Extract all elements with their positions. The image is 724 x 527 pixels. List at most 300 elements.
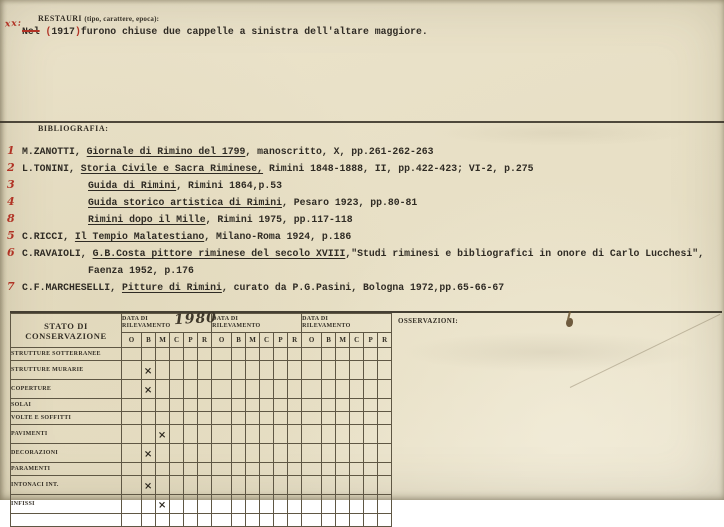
status-cell [170,412,184,425]
status-cell [322,476,336,495]
status-cell [288,514,302,527]
entry-author: C.RICCI, [22,231,75,242]
status-cell [336,361,350,380]
status-cell [302,463,322,476]
entry-author: M.ZANOTTI, [22,146,87,157]
status-cell [246,348,260,361]
status-cell [212,399,232,412]
status-cell [232,514,246,527]
x-mark: × [143,384,154,397]
subcolumn-header-O: O [302,333,322,348]
subcolumn-header-R: R [198,333,212,348]
status-cell [246,380,260,399]
status-cell [198,444,212,463]
entry-title-underlined: Rimini dopo il Mille [88,214,206,225]
status-cell [156,361,170,380]
status-cell [288,425,302,444]
status-cell [212,495,232,514]
status-cell [156,476,170,495]
status-cell [288,476,302,495]
entry-author: C.RAVAIOLI, [22,248,93,259]
status-cell [142,399,156,412]
status-cell [232,425,246,444]
status-cell [302,361,322,380]
status-cell [184,444,198,463]
status-cell [246,495,260,514]
entry-detail: , Rimini 1864,p.53 [176,180,283,191]
entry-text [22,163,534,174]
status-cell [322,425,336,444]
status-cell [142,348,156,361]
row-label: SOLAI [11,399,122,412]
x-mark: × [143,480,154,493]
status-cell [156,399,170,412]
status-cell [122,380,142,399]
status-cell [184,476,198,495]
red-paren-open: ( [45,26,52,37]
status-cell [184,495,198,514]
osservazioni-heading: OSSERVAZIONI: [398,317,459,325]
status-cell [212,425,232,444]
subcolumn-header-C: C [350,333,364,348]
entry-number-handwritten: 7 [7,280,15,293]
x-mark: × [143,365,154,378]
status-cell [378,463,392,476]
status-cell [232,361,246,380]
status-cell [142,444,156,463]
bleedthrough-stain [400,332,700,372]
status-cell [212,361,232,380]
status-cell [378,514,392,527]
status-cell [288,361,302,380]
x-mark: × [157,429,168,442]
status-cell [260,399,274,412]
table-row [11,412,392,425]
status-cell [322,380,336,399]
entry-detail: , Milano-Roma 1924, p.186 [204,231,352,242]
status-cell [212,348,232,361]
status-cell [156,412,170,425]
status-cell [260,463,274,476]
restauri-label-detail: (tipo, carattere, epoca): [84,15,160,23]
table-row [11,514,392,527]
status-cell [232,495,246,514]
row-label: STRUTTURE MURARIE [11,361,122,380]
status-cell [274,463,288,476]
status-cell [322,444,336,463]
status-cell [156,463,170,476]
status-cell [170,361,184,380]
subcolumn-header-C: C [170,333,184,348]
status-cell [212,514,232,527]
status-cell [302,495,322,514]
status-cell [198,463,212,476]
bibliography-entry [0,163,724,176]
status-cell [288,463,302,476]
status-cell [212,380,232,399]
entry-detail: Rimini 1848-1888, II, pp.422-423; VI-2, p.275 [263,163,534,174]
bibliography-entry [0,214,724,227]
entry-title-underlined: Pitture di Rimini [121,282,222,293]
status-cell [198,476,212,495]
status-cell [170,514,184,527]
status-cell [246,399,260,412]
status-cell [378,380,392,399]
status-cell [170,348,184,361]
status-cell [350,495,364,514]
row-label: PAVIMENTI [11,425,122,444]
entry-text [88,197,417,208]
subcolumn-header-R: R [288,333,302,348]
status-cell [232,348,246,361]
status-cell [350,463,364,476]
status-cell [288,444,302,463]
entry-text [22,282,504,293]
status-cell [322,361,336,380]
status-cell [122,495,142,514]
status-cell [364,348,378,361]
status-cell [246,412,260,425]
status-cell [274,495,288,514]
status-cell [122,463,142,476]
status-cell [156,425,170,444]
status-cell [274,348,288,361]
status-cell [260,495,274,514]
status-cell [322,463,336,476]
entry-number-handwritten: 3 [7,178,15,191]
bibliography-entry [0,197,724,210]
status-cell [302,444,322,463]
status-cell [260,514,274,527]
entry-number-handwritten: 4 [7,195,15,208]
bibliography-entry [0,231,724,244]
status-cell [288,495,302,514]
entry-author: C.F.MARCHESELLI, [22,282,122,293]
status-cell [142,514,156,527]
entry-title-underlined: Guida di Rimini [88,180,177,191]
x-mark: × [157,499,168,512]
status-cell [170,495,184,514]
status-cell [156,380,170,399]
status-cell [350,444,364,463]
status-cell [260,444,274,463]
status-cell [350,412,364,425]
status-cell [184,463,198,476]
bibliografia-heading: BIBLIOGRAFIA: [38,124,109,133]
status-cell [302,399,322,412]
status-cell [274,361,288,380]
entry-detail: ,"Studi riminesi e bibliografici in onore di Carlo Lucchesi", [345,248,704,259]
status-cell [302,348,322,361]
status-cell [184,412,198,425]
status-cell [336,380,350,399]
status-cell [232,463,246,476]
entry-text [88,180,282,191]
status-cell [378,444,392,463]
status-cell [142,495,156,514]
status-cell [378,361,392,380]
row-label: COPERTURE [11,380,122,399]
status-cell [336,463,350,476]
status-cell [246,514,260,527]
bibliography-entry [0,180,724,193]
handwritten-survey-year: 1980 [173,309,218,329]
row-label: INTONACI INT. [11,476,122,495]
status-cell [260,361,274,380]
status-cell [350,399,364,412]
status-cell [350,514,364,527]
status-cell [274,476,288,495]
struck-word: Nel [22,26,40,37]
status-cell [212,412,232,425]
status-cell [198,514,212,527]
status-cell [170,380,184,399]
status-cell [232,380,246,399]
status-cell [364,399,378,412]
status-cell [170,425,184,444]
ink-blot-stain [566,318,573,327]
entry-text [88,214,353,225]
survey-date-label: DATA DI RILEVAMENTO [122,315,171,329]
status-cell [378,348,392,361]
row-label: PARAMENTI [11,463,122,476]
status-cell [364,476,378,495]
status-cell [378,425,392,444]
status-cell [322,495,336,514]
status-cell [336,399,350,412]
status-cell [302,476,322,495]
status-cell [336,476,350,495]
status-cell [350,348,364,361]
status-cell [302,514,322,527]
status-cell [246,463,260,476]
status-cell [198,425,212,444]
status-cell [336,348,350,361]
status-cell [364,412,378,425]
status-cell [364,514,378,527]
status-cell [322,348,336,361]
status-cell [336,425,350,444]
entry-continuation-line: Faenza 1952, p.176 [88,265,194,276]
status-cell [232,399,246,412]
survey-date-label: DATA DI RILEVAMENTO [302,315,351,329]
row-label: STRUTTURE SOTTERRANEE [11,348,122,361]
status-cell [122,361,142,380]
entry-text [22,231,351,242]
status-cell [122,399,142,412]
status-cell [274,380,288,399]
status-cell [122,476,142,495]
subcolumn-header-P: P [184,333,198,348]
restauri-label-main: RESTAURI [38,14,82,23]
status-cell [274,444,288,463]
status-cell [184,361,198,380]
survey-date-group-3 [302,314,392,333]
status-cell [336,412,350,425]
entry-detail: , Rimini 1975, pp.117-118 [205,214,353,225]
survey-date-group-2 [212,314,302,333]
restoration-sentence: furono chiuse due cappelle a sinistra dell'altare maggiore. [80,26,428,37]
status-cell [142,425,156,444]
status-cell [322,399,336,412]
status-cell [246,361,260,380]
status-cell [246,444,260,463]
status-cell [350,361,364,380]
table-row [11,463,392,476]
status-cell [274,412,288,425]
entry-number-handwritten: 8 [7,212,15,225]
status-cell [198,380,212,399]
status-cell [260,412,274,425]
status-cell [232,444,246,463]
entry-title-underlined: Giornale di Rimino del 1799 [86,146,246,157]
subcolumn-header-B: B [232,333,246,348]
entry-detail: , manoscritto, X, pp.261-262-263 [245,146,434,157]
status-cell [212,476,232,495]
status-cell [142,412,156,425]
row-label [11,514,122,527]
status-cell [142,476,156,495]
subcolumn-header-B: B [322,333,336,348]
status-cell [302,425,322,444]
table-row [11,380,392,399]
status-cell [122,444,142,463]
status-cell [212,444,232,463]
status-cell [198,412,212,425]
status-cell [212,463,232,476]
subcolumn-header-P: P [364,333,378,348]
table-row [11,444,392,463]
status-cell [156,444,170,463]
entry-detail: , Pesaro 1923, pp.80-81 [282,197,418,208]
status-cell [156,514,170,527]
red-margin-annotation: xx: [4,18,23,30]
status-cell [198,361,212,380]
subcolumn-header-M: M [156,333,170,348]
status-cell [364,361,378,380]
table-row [11,476,392,495]
status-cell [184,514,198,527]
subcolumn-header-C: C [260,333,274,348]
status-cell [336,495,350,514]
status-cell [198,399,212,412]
restauri-section-label [38,14,159,23]
status-cell [378,495,392,514]
entry-number-handwritten: 1 [7,144,15,157]
status-cell [336,444,350,463]
table-row [11,361,392,380]
status-cell [142,463,156,476]
status-cell [302,412,322,425]
status-cell [288,380,302,399]
status-cell [350,425,364,444]
status-cell [260,425,274,444]
status-cell [350,476,364,495]
bleedthrough-stain [430,120,690,146]
status-cell [336,514,350,527]
subcolumn-header-R: R [378,333,392,348]
status-cell [198,348,212,361]
status-cell [350,380,364,399]
status-cell [122,425,142,444]
status-cell [322,412,336,425]
entry-title-underlined: Storia Civile e Sacra Riminese, [80,163,264,174]
status-cell [274,514,288,527]
bibliography-entry [0,146,724,159]
status-cell [122,348,142,361]
status-cell [184,425,198,444]
status-cell [364,444,378,463]
subcolumn-header-M: M [336,333,350,348]
entry-title-underlined: Guida storico artistica di Rimini [88,197,283,208]
status-cell [156,348,170,361]
subcolumn-header-O: O [122,333,142,348]
entry-title-underlined: G.B.Costa pittore riminese del secolo XVIII [92,248,346,259]
survey-date-label: DATA DI RILEVAMENTO [212,315,261,329]
status-cell [288,412,302,425]
table-row [11,425,392,444]
status-cell [364,463,378,476]
x-mark: × [143,448,154,461]
subcolumn-header-O: O [212,333,232,348]
entry-text [22,146,434,157]
entry-text [22,248,704,259]
entry-detail: , curato da P.G.Pasini, Bologna 1972,pp.65-66-67 [221,282,505,293]
entry-author: L.TONINI, [22,163,81,174]
status-cell [260,380,274,399]
row-label: INFISSI [11,495,122,514]
status-cell [246,425,260,444]
status-cell [274,425,288,444]
red-paren-close: ) [74,26,81,37]
status-cell [232,476,246,495]
entry-number-handwritten: 2 [7,161,15,174]
status-cell [198,495,212,514]
status-cell [184,399,198,412]
status-cell [122,412,142,425]
status-cell [378,399,392,412]
status-cell [170,463,184,476]
status-cell [184,348,198,361]
table-row [11,348,392,361]
bibliography-entry [0,282,724,295]
status-cell [288,348,302,361]
table-row [11,495,392,514]
row-label: DECORAZIONI [11,444,122,463]
entry-title-underlined: Il Tempio Malatestiano [74,231,205,242]
subcolumn-header-B: B [142,333,156,348]
status-cell [378,412,392,425]
status-cell [288,399,302,412]
status-cell [364,380,378,399]
status-cell [364,425,378,444]
status-cell [142,361,156,380]
status-cell [260,476,274,495]
status-cell [322,514,336,527]
restauri-typed-text [22,26,428,37]
status-cell [170,399,184,412]
status-cell [232,412,246,425]
conservation-table [10,313,392,527]
status-cell [184,380,198,399]
subcolumn-header-P: P [274,333,288,348]
status-cell [142,380,156,399]
bibliography-entry [0,248,724,261]
entry-number-handwritten: 5 [7,229,15,242]
status-cell [122,514,142,527]
status-cell [170,476,184,495]
restoration-year: 1917 [51,26,75,37]
